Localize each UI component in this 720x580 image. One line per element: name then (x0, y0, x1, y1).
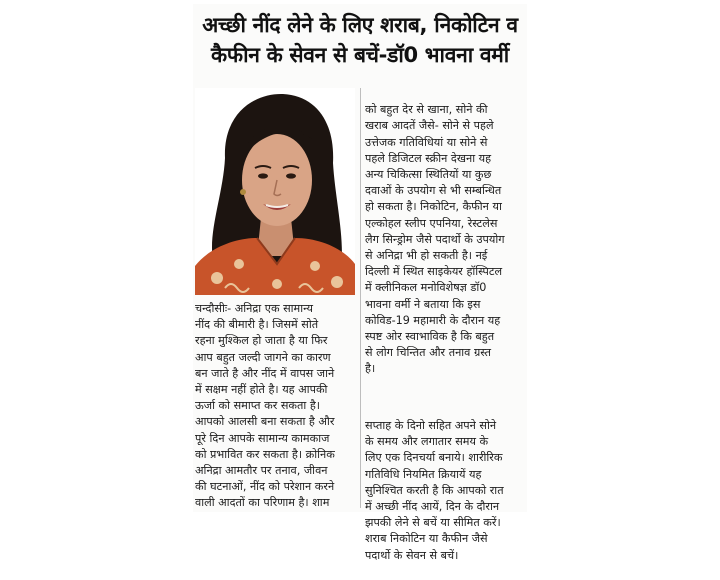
paragraph-gap (365, 394, 525, 402)
column-divider (360, 88, 361, 508)
article-column-right (365, 86, 525, 580)
right-paragraph-1: को बहुत देर से खाना, सोने की खराब आदतें जैसे- सोने से पहले उत्तेजक गतिविधियां या सोने से पहले डिजिटल स्क्रीन देखना यह अन्य चिकित्सा स्थितियों या कुछ दवाओं के उपयोग से भी सम्बन्धित हो सकता है। निकोटिन, कैफीन या एल्कोहल स्लीप एपनिया, रेस्टलेस लैग सिन्ड्रोम जैसे पदार्थो के उपयोग से अनिद्रा भी हो सकती है। नई दिल्ली में स्थित साइकेयर हॉस्पिटल में क्लीनिकल मनोविशेषज्ञ डॉ0 भावना वर्मी ने बताया कि इस कोविड-19 महामारी के दौरान यह स्पष्ट ओर स्वाभाविक है कि बहुत से लोग चिन्तित और तनाव ग्रस्त है। (365, 103, 505, 376)
right-paragraph-2: सप्ताह के दिनो सहित अपने सोने के समय और लगातार समय के लिए एक दिनचर्या बनाये। शारीरिक गतिविधि नियमित क्रियायें यह सुनिश्चित करती है कि आपको रात में अच्छी नींद आयें, दिन के दौरान झपकी लेने से बचें या सीमित करें। शराब निकोटिन या कैफीन जैसे पदार्थो के सेवन से बचें। (365, 419, 504, 562)
portrait-photo (195, 88, 355, 295)
newspaper-clipping (193, 4, 527, 562)
headline (193, 10, 527, 70)
portrait-illustration (195, 88, 355, 295)
headline-line-2: कैफीन के सेवन से बचें-डॉ0 भावना वर्मी (211, 43, 509, 67)
article-column-left: चन्दौसीः- अनिद्रा एक सामान्य नींद की बीमारी है। जिसमें सोते रहना मुश्किल हो जाता है या फिर आप बहुत जल्दी जागने का कारण बन जाते है और नींद में वापस जाने में सक्षम नहीं होते है। यह आपकी ऊर्जा को समाप्त कर सकता है। आपको आलसी बना सकता है और पूरे दिन आपके सामान्य कामकाज को प्रभावित कर सकता है। क्रोनिक अनिद्रा आमतौर पर तनाव, जीवन की घटनाओं, नींद को परेशान करने वाली आदतों का परिणाम है। शाम (195, 302, 335, 510)
headline-line-1: अच्छी नींद लेने के लिए शराब, निकोटिन व (202, 13, 518, 37)
